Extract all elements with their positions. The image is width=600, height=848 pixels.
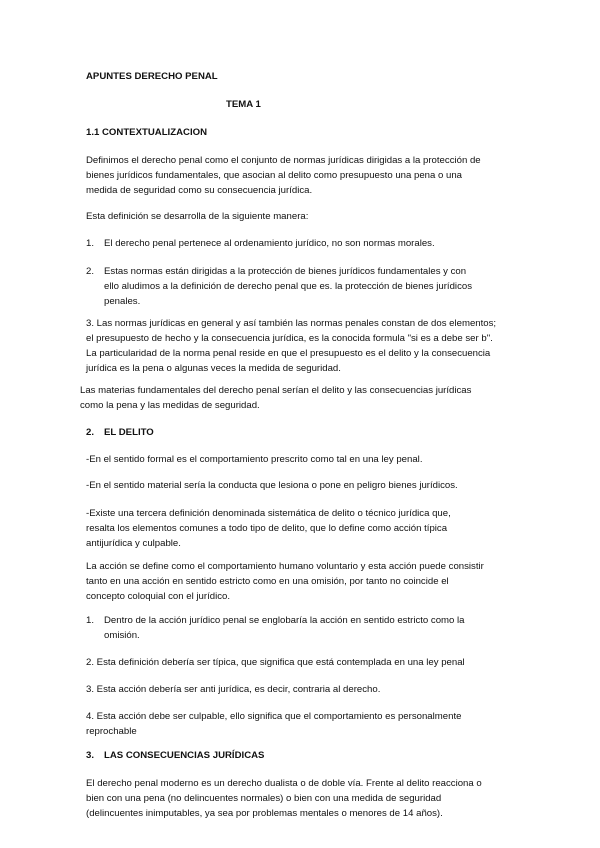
text-line: como la pena y las medidas de seguridad. [80, 400, 260, 411]
text-line: penales. [104, 296, 141, 307]
text-line: El derecho penal moderno es un derecho dualista o de doble vía. Frente al delito reacciona o [86, 778, 482, 789]
text-line: tanto en una acción en sentido estricto como en una omisión, por tanto no coincide el [86, 576, 449, 587]
materias-paragraph [80, 383, 510, 413]
list-number: 1. [86, 615, 95, 626]
text-line: Las materias fundamentales del derecho penal serían el delito y las consecuencias jurídicas [80, 385, 472, 396]
text-line: La particularidad de la norma penal reside en que el presupuesto es el delito y la consecuencia [86, 348, 491, 359]
point-2: 2. Esta definición debería ser típica, que significa que está contemplada en una ley penal [86, 657, 465, 668]
text-line: resalta los elementos comunes a todo tipo de delito, que lo define como acción típica [86, 523, 448, 534]
text-line: jurídica es la pena o algunas veces la medida de seguridad. [86, 363, 341, 374]
text-line: el presupuesto de hecho y la consecuencia jurídica, es la conocida formula "si es a debe ser b". [86, 333, 493, 344]
text-line: Estas normas están dirigidas a la protección de bienes jurídicos fundamentales y con [104, 266, 467, 277]
text-line: -Existe una tercera definición denominada sistemática de delito o técnico jurídica que, [86, 508, 451, 519]
text-line: omisión. [104, 630, 140, 641]
accion-paragraph [86, 559, 516, 604]
text-line: bienes jurídicos fundamentales, que asocian al delito como presupuesto una pena o una [86, 170, 463, 181]
definition-paragraph [86, 153, 516, 198]
text-line: (delincuentes inimputables, ya sea por problemas mentales o menores de 14 años). [86, 808, 443, 819]
section-2-heading: EL DELITO [104, 427, 154, 438]
section-3-number: 3. [86, 750, 95, 761]
text-line: ello aludimos a la definición de derecho penal que es. la protección de bienes jurídicos [104, 281, 472, 292]
item-3-paragraph [86, 316, 518, 376]
point-3: 3. Esta acción debería ser anti jurídica, es decir, contraria al derecho. [86, 684, 381, 695]
material-definition: -En el sentido material sería la conducta que lesiona o pone en peligro bienes jurídicos. [86, 480, 458, 491]
text-line: La acción se define como el comportamiento humano voluntario y esta acción puede consistir [86, 561, 484, 572]
text-line: Dentro de la acción jurídico penal se englobaría la acción en sentido estricto como la [104, 615, 465, 626]
text-line: bien con una pena (no delincuentes normales) o bien con una medida de seguridad [86, 793, 442, 804]
text-line: 4. Esta acción debe ser culpable, ello significa que el comportamiento es personalmente [86, 711, 462, 722]
list-item-text: El derecho penal pertenece al ordenamiento jurídico, no son normas morales. [104, 238, 435, 249]
list-number: 1. [86, 238, 95, 249]
text-line: Definimos el derecho penal como el conjunto de normas jurídicas dirigidas a la protección de [86, 155, 481, 166]
formal-definition: -En el sentido formal es el comportamiento prescrito como tal en una ley penal. [86, 454, 423, 465]
text-line: antijurídica y culpable. [86, 538, 181, 549]
list-item-text [104, 613, 514, 643]
section-1-heading: 1.1 CONTEXTUALIZACION [86, 127, 207, 138]
tercera-definition [86, 506, 516, 551]
list-item-text [104, 264, 514, 309]
text-line: 3. Las normas jurídicas en general y así también las normas penales constan de dos elementos; [86, 318, 497, 329]
point-4 [86, 709, 516, 739]
consecuencias-paragraph [86, 776, 516, 821]
intro-paragraph: Esta definición se desarrolla de la siguiente manera: [86, 211, 309, 222]
list-number: 2. [86, 266, 95, 277]
text-line: concepto coloquial con el jurídico. [86, 591, 230, 602]
text-line: medida de seguridad como su consecuencia jurídica. [86, 185, 313, 196]
section-3-heading: LAS CONSECUENCIAS JURÍDICAS [104, 750, 265, 761]
section-2-number: 2. [86, 427, 95, 438]
text-line: reprochable [86, 726, 137, 737]
tema-heading: TEMA 1 [226, 99, 261, 110]
document-title: APUNTES DERECHO PENAL [86, 71, 218, 82]
